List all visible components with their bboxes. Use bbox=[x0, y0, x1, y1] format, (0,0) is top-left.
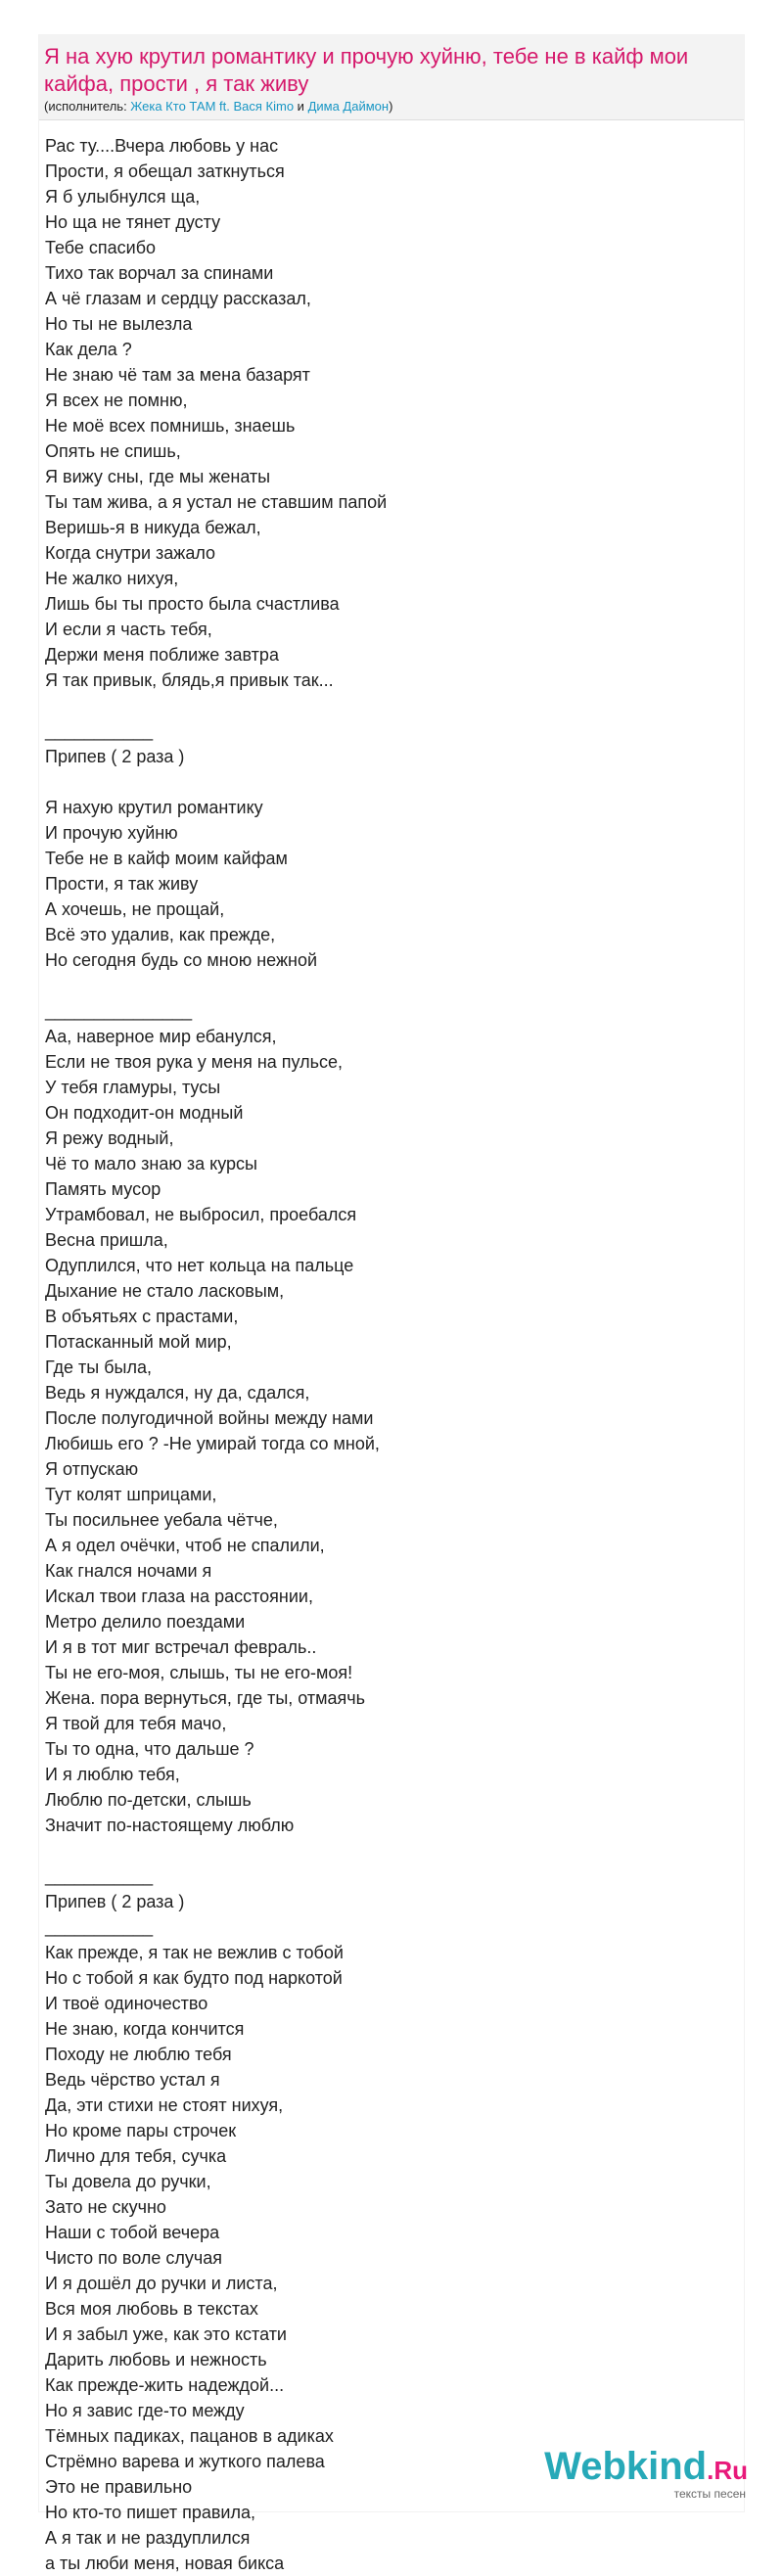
lyric-line: Люблю по-детски, слышь bbox=[45, 1790, 252, 1810]
lyric-line bbox=[45, 693, 730, 718]
lyric-line: Я твой для тебя мачо, bbox=[45, 1714, 227, 1733]
lyric-line: Тёмных падиках, пацанов в адиках bbox=[45, 2426, 334, 2446]
lyric-line: Я всех не помню, bbox=[45, 391, 188, 410]
lyric-line: А чё глазам и сердцу рассказал, bbox=[45, 289, 311, 308]
lyric-line: И я дошёл до ручки и листа, bbox=[45, 2274, 278, 2293]
lyric-line: Ты там жива, а я устал не ставшим папой bbox=[45, 492, 388, 512]
lyric-line: Прости, я так живу bbox=[45, 874, 199, 894]
lyric-line: Тебе не в кайф моим кайфам bbox=[45, 849, 288, 868]
credits-prefix: (исполнитель: bbox=[44, 99, 131, 114]
lyric-line: Память мусор bbox=[45, 1179, 161, 1199]
lyric-line: Веришь-я в никуда бежал, bbox=[45, 518, 261, 537]
lyric-line: Тихо так ворчал за спинами bbox=[45, 263, 274, 283]
lyric-line: Не знаю чё там за мена базарят bbox=[45, 365, 310, 385]
lyric-line: Значит по-настоящему люблю bbox=[45, 1816, 295, 1835]
lyric-line: Он подходит-он модный bbox=[45, 1103, 244, 1123]
lyric-line: И я люблю тебя, bbox=[45, 1765, 180, 1784]
lyric-line: Но кто-то пишет правила, bbox=[45, 2503, 255, 2522]
lyric-line: Но кроме пары строчек bbox=[45, 2121, 237, 2140]
lyric-line: Не жалко нихуя, bbox=[45, 569, 179, 588]
lyric-line: И твоё одиночество bbox=[45, 1994, 208, 2013]
logo-subtitle: тексты песен bbox=[673, 2487, 746, 2501]
lyric-line: Но ты не вылезла bbox=[45, 314, 193, 334]
lyric-line: Стрёмно варева и жуткого палева bbox=[45, 2452, 325, 2471]
lyric-line: Ведь чёрство устал я bbox=[45, 2070, 220, 2090]
lyric-line: Зато не скучно bbox=[45, 2197, 166, 2217]
lyric-line: Когда снутри зажало bbox=[45, 543, 216, 563]
lyric-line: Рас ту....Вчера любовь у нас bbox=[45, 136, 279, 156]
lyric-line: Чё то мало знаю за курсы bbox=[45, 1154, 257, 1173]
lyric-line: Дарить любовь и нежность bbox=[45, 2350, 267, 2369]
lyric-line: Я нахую крутил романтику bbox=[45, 798, 263, 817]
lyric-line: В объятьях с прастами, bbox=[45, 1307, 239, 1326]
lyric-line: Весна пришла, bbox=[45, 1230, 168, 1250]
lyric-line: Ты то одна, что дальше ? bbox=[45, 1739, 254, 1759]
lyric-line: А я так и не раздуплился bbox=[45, 2528, 251, 2548]
lyric-line: Да, эти стихи не стоят нихуя, bbox=[45, 2095, 284, 2115]
logo-wordmark bbox=[544, 2445, 748, 2492]
lyric-line: А я одел очёчки, чтоб не спалили, bbox=[45, 1536, 325, 1555]
lyric-line: Но я завис где-то между bbox=[45, 2401, 245, 2420]
lyric-line: Ты не его-моя, слышь, ты не его-моя! bbox=[45, 1663, 353, 1682]
lyric-line bbox=[45, 769, 730, 795]
lyric-line: Наши с тобой вечера bbox=[45, 2223, 220, 2242]
lyric-line: Ты довела до ручки, bbox=[45, 2172, 211, 2191]
lyrics-text bbox=[45, 133, 730, 2576]
lyric-line: Чисто по воле случая bbox=[45, 2248, 222, 2268]
page bbox=[39, 35, 744, 2573]
lyric-line: И если я часть тебя, bbox=[45, 620, 212, 639]
lyric-line: Но ща не тянет дусту bbox=[45, 212, 221, 232]
lyric-line: Это не правильно bbox=[45, 2477, 193, 2497]
lyric-line: Опять не спишь, bbox=[45, 441, 181, 461]
lyric-line: Жена. пора вернуться, где ты, отмаячь bbox=[45, 1688, 366, 1708]
lyric-line: Я отпускаю bbox=[45, 1459, 139, 1479]
lyric-line: Всё это удалив, как прежде, bbox=[45, 925, 276, 944]
logo-word: Webkind bbox=[544, 2445, 708, 2488]
lyric-line: Припев ( 2 раза ) bbox=[45, 1892, 185, 1911]
artist-and-separator: и bbox=[294, 99, 308, 114]
lyric-line: У тебя гламуры, тусы bbox=[45, 1078, 221, 1097]
lyric-line: Походу не люблю тебя bbox=[45, 2045, 232, 2064]
lyric-line: Как гнался ночами я bbox=[45, 1561, 212, 1581]
lyric-line: Потасканный мой мир, bbox=[45, 1332, 232, 1352]
lyric-line: Прости, я обещал заткнуться bbox=[45, 161, 285, 181]
artist-link-vasya[interactable]: Вася Кimo bbox=[233, 99, 295, 114]
lyric-line: Припев ( 2 раза ) bbox=[45, 747, 185, 766]
lyric-line: Лично для тебя, сучка bbox=[45, 2146, 227, 2166]
lyric-line: ___________ bbox=[45, 721, 154, 741]
lyric-line: Тут колят шприцами, bbox=[45, 1485, 217, 1504]
lyric-line: Тебе спасибо bbox=[45, 238, 157, 257]
lyric-line: ___________ bbox=[45, 1917, 154, 1937]
song-header bbox=[39, 35, 744, 120]
lyric-line: Держи меня поближе завтра bbox=[45, 645, 279, 665]
lyric-line: И я в тот миг встречал февраль.. bbox=[45, 1637, 317, 1657]
lyric-line bbox=[45, 1838, 730, 1863]
lyric-line: Метро делило поездами bbox=[45, 1612, 246, 1632]
lyric-line: Искал твои глаза на расстоянии, bbox=[45, 1587, 313, 1606]
lyric-line: Я б улыбнулся ща, bbox=[45, 187, 201, 207]
lyric-line: Аа, наверное мир ебанулся, bbox=[45, 1027, 277, 1046]
lyric-line: ___________ bbox=[45, 1866, 154, 1886]
lyric-line: Я режу водный, bbox=[45, 1128, 174, 1148]
lyric-line: И я забыл уже, как это кстати bbox=[45, 2324, 287, 2344]
lyric-line: Утрамбовал, не выбросил, проебался bbox=[45, 1205, 357, 1224]
lyric-line: Где ты была, bbox=[45, 1357, 153, 1377]
lyric-line: Лишь бы ты просто была счастлива bbox=[45, 594, 340, 614]
lyric-line: Одуплился, что нет кольца на пальце bbox=[45, 1256, 354, 1275]
lyric-line: Не знаю, когда кончится bbox=[45, 2019, 245, 2039]
lyric-line: Дыхание не стало ласковым, bbox=[45, 1281, 285, 1301]
song-title: Я на хую крутил романтику и прочую хуйню, тебе не в кайф мои кайфа, прости , я так живу bbox=[44, 44, 689, 96]
lyric-line: Я так привык, блядь,я привык так... bbox=[45, 670, 334, 690]
lyric-line: Как дела ? bbox=[45, 340, 132, 359]
logo-tld: .Ru bbox=[707, 2456, 748, 2485]
lyric-line: Вся моя любовь в текстах bbox=[45, 2299, 258, 2319]
lyric-line: Ведь я нуждался, ну да, сдался, bbox=[45, 1383, 310, 1403]
lyric-line: Не моё всех помнишь, знаешь bbox=[45, 416, 296, 436]
lyric-line: Любишь его ? -Не умирай тогда со мной, bbox=[45, 1434, 380, 1453]
lyric-line: Но с тобой я как будто под наркотой bbox=[45, 1968, 343, 1988]
credits-suffix: ) bbox=[389, 99, 393, 114]
lyric-line: После полугодичной войны между нами bbox=[45, 1408, 374, 1428]
lyric-line bbox=[45, 973, 730, 998]
lyric-line: Я вижу сны, где мы женаты bbox=[45, 467, 271, 486]
artist-link-zheka[interactable]: Жека Кто ТАМ bbox=[130, 99, 216, 114]
artist-feat-separator[interactable]: ft. bbox=[215, 99, 234, 114]
lyric-line: Как прежде-жить надеждой... bbox=[45, 2375, 285, 2395]
lyric-line: Ты посильнее уебала чётче, bbox=[45, 1510, 278, 1530]
lyric-line: Если не твоя рука у меня на пульсе, bbox=[45, 1052, 344, 1072]
song-credits bbox=[44, 99, 392, 115]
lyric-line: а ты люби меня, новая бикса bbox=[45, 2553, 285, 2573]
lyric-line: _______________ bbox=[45, 1001, 193, 1021]
webkind-logo[interactable] bbox=[532, 2445, 748, 2504]
lyric-line: И прочую хуйню bbox=[45, 823, 178, 843]
artist-link-dima[interactable]: Дима Даймон bbox=[307, 99, 390, 114]
lyric-line: Но сегодня будь со мною нежной bbox=[45, 950, 318, 970]
lyric-line: Как прежде, я так не вежлив с тобой bbox=[45, 1943, 344, 1962]
lyric-line: А хочешь, не прощай, bbox=[45, 899, 225, 919]
